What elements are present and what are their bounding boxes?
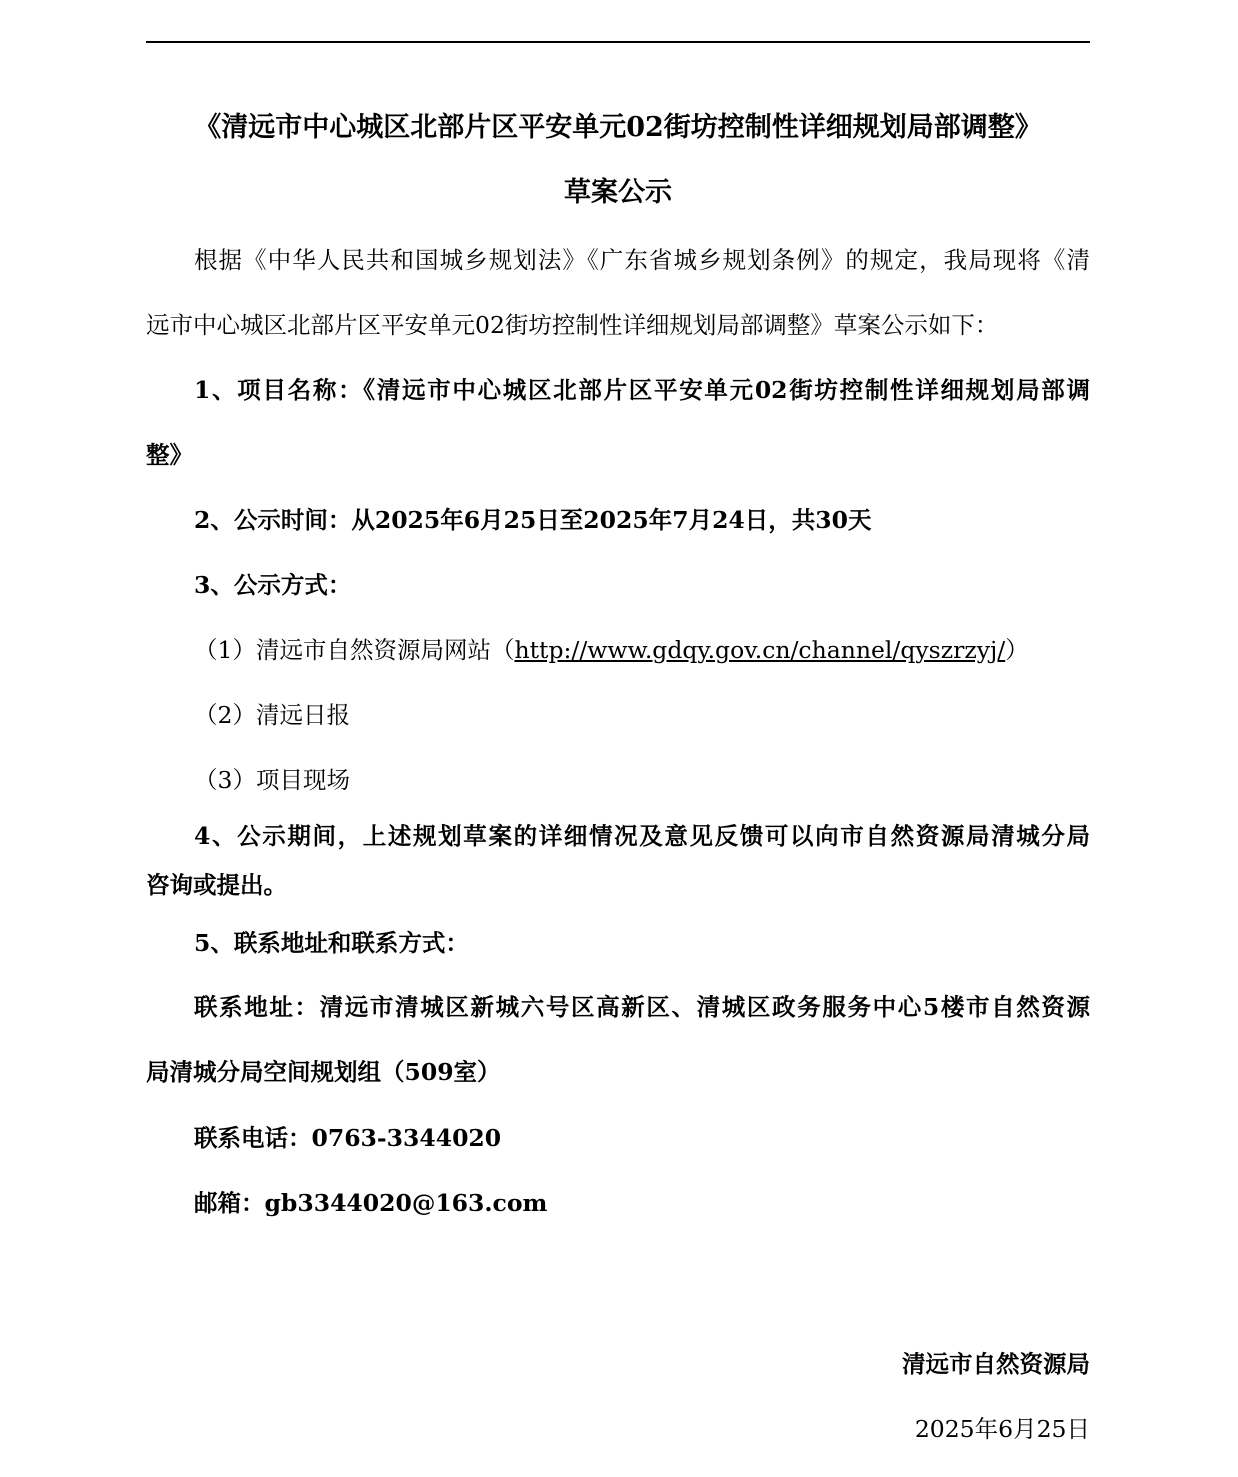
contact-phone: 联系电话：0763-3344020 — [194, 1124, 502, 1152]
intro-line2: 远市中心城区北部片区平安单元02街坊控制性详细规划局部调整》草案公示如下： — [146, 311, 999, 339]
intro-line1: 根据《中华人民共和国城乡规划法》《广东省城乡规划条例》的规定，我局现将《清 — [194, 246, 1090, 274]
address-line2: 局清城分局空间规划组（509室） — [146, 1058, 501, 1086]
method1-suffix: ） — [1005, 636, 1029, 664]
address-line1: 联系地址：清远市清城区新城六号区高新区、清城区政务服务中心5楼市自然资源 — [194, 993, 1090, 1021]
method1-prefix: （1）清远市自然资源局网站（ — [194, 636, 515, 664]
document-title-line1: 《清远市中心城区北部片区平安单元02街坊控制性详细规划局部调整》 — [194, 112, 1042, 143]
method2-newspaper: （2）清远日报 — [194, 701, 350, 729]
signature-organization: 清远市自然资源局 — [902, 1350, 1090, 1378]
item5-contact: 5、联系地址和联系方式： — [194, 929, 469, 957]
website-link[interactable]: http://www.gdqy.gov.cn/channel/qyszrzyj/ — [514, 636, 1006, 664]
method3-site: （3）项目现场 — [194, 766, 350, 794]
item3-publicity-method: 3、公示方式： — [194, 571, 352, 599]
header-rule — [146, 41, 1090, 43]
item1-project-name-line2: 整》 — [146, 441, 193, 469]
signature-date: 2025年6月25日 — [914, 1415, 1090, 1443]
method1-website — [194, 634, 1090, 666]
item1-project-name-line1: 1、项目名称：《清远市中心城区北部片区平安单元02街坊控制性详细规划局部调 — [194, 376, 1090, 404]
item4-line1: 4、公示期间，上述规划草案的详细情况及意见反馈可以向市自然资源局清城分局 — [194, 822, 1090, 850]
contact-email: 邮箱：gb3344020@163.com — [194, 1189, 548, 1217]
item2-publicity-period: 2、公示时间：从2025年6月25日至2025年7月24日，共30天 — [194, 506, 872, 534]
item4-line2: 咨询或提出。 — [146, 871, 287, 899]
document-title-line2: 草案公示 — [564, 177, 672, 208]
